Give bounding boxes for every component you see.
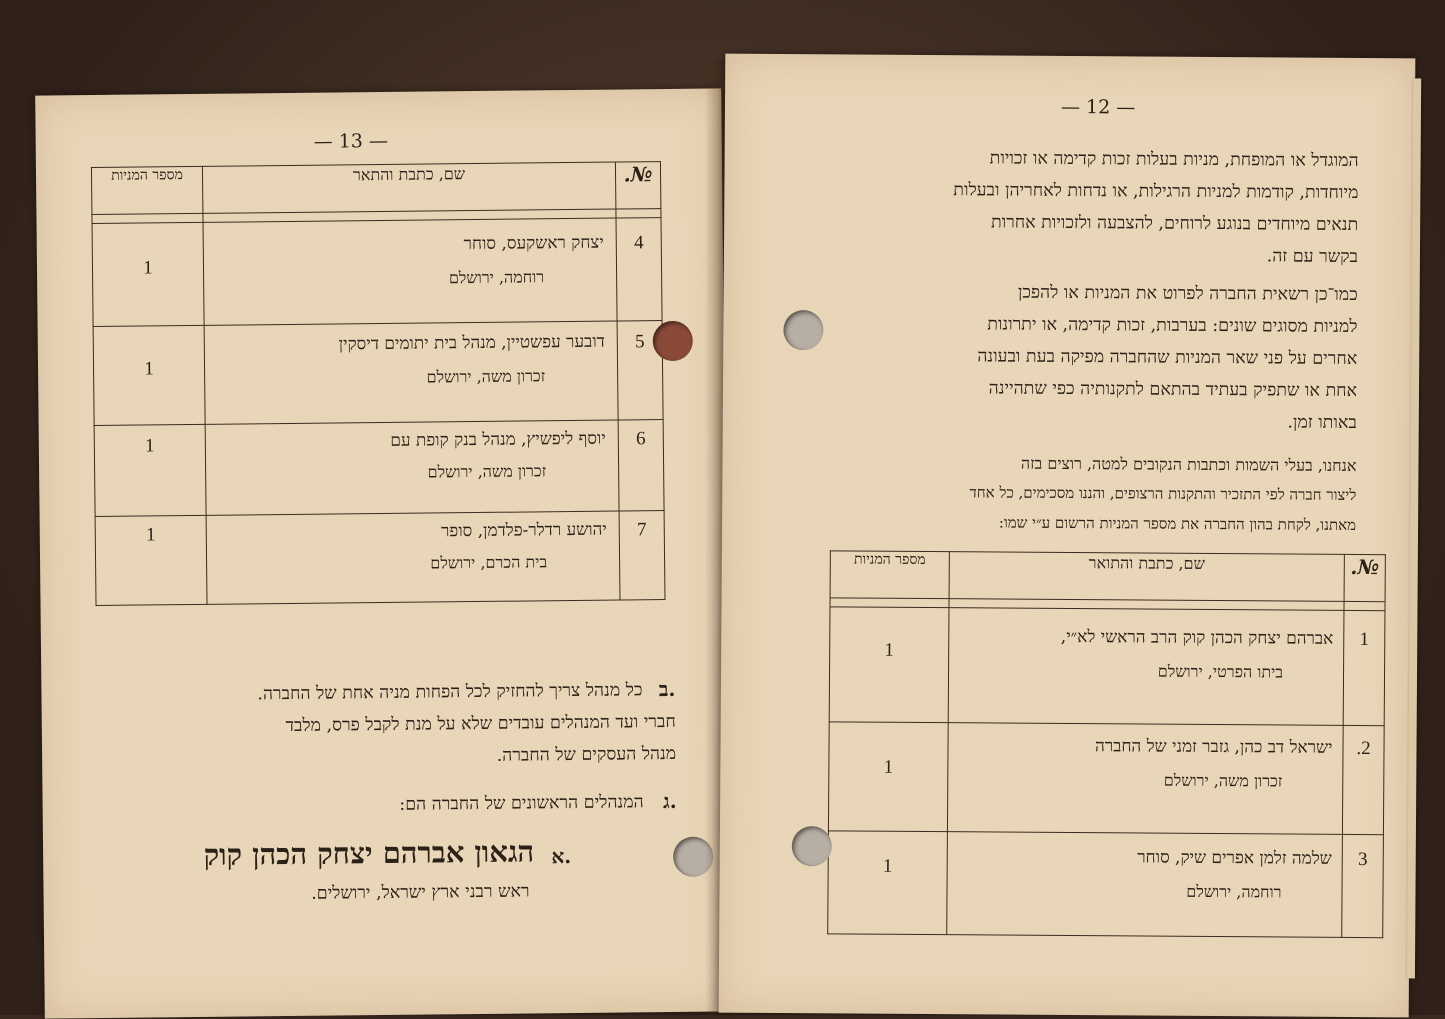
para-g-line: המנהלים הראשונים של החברה הם: — [399, 792, 644, 815]
table-row — [94, 420, 664, 517]
row-address: זכרון משה, ירושלם — [1163, 770, 1283, 791]
para-b-line: חברי ועד המנהלים עובדים שלא על מנת לקבל פרס, מלבד — [285, 711, 676, 737]
row-name: יהושע רדלר-פלדמן, סופר — [440, 519, 607, 542]
punch-hole — [783, 310, 823, 350]
table-row — [93, 321, 663, 426]
header-shares: מספר המניות — [830, 551, 949, 599]
row-address: ביתו הפרטי, ירושלם — [1157, 661, 1284, 682]
first-director-title: ראש רבני ארץ ישראל, ירושלים. — [311, 881, 530, 904]
row-index: 7 — [619, 511, 665, 600]
header-name: שם, כתבת והתואר — [949, 552, 1344, 602]
para2-line: באותו זמן. — [1287, 412, 1357, 434]
row-shares: 1 — [828, 831, 948, 935]
table-row — [829, 607, 1385, 726]
row-address: רוחמה, ירושלם — [448, 267, 545, 288]
para3-line: אנחנו, בעלי השמות וכתבות הנקובים למטה, רוצים בזה — [1020, 453, 1357, 476]
para2-line: למניות מסוגים שונים: בערבות, זכות קדימה, או יתרונות — [987, 314, 1358, 338]
row-name: אברהם יצחק הכהן קוק הרב הראשי לא״י, — [1060, 626, 1334, 649]
row-shares: 1 — [92, 222, 204, 326]
row-name: שלמה זלמן אפרים שיק, סוחר — [1137, 847, 1332, 869]
shareholders-table-left — [91, 161, 666, 606]
row-index: 2. — [1342, 725, 1384, 834]
first-director-letter: א. — [551, 844, 572, 869]
row-name: יוסף ליפשיץ, מנהל בנק קופת עם — [390, 428, 606, 451]
row-index: 1 — [1343, 610, 1385, 725]
para-b-line: מנהל העסקים של החברה. — [496, 743, 677, 766]
row-address: זכרון משה, ירושלם — [426, 366, 546, 387]
para-b-letter: ב. — [658, 676, 676, 702]
row-shares: 1 — [95, 515, 207, 605]
row-address: בית הכרם, ירושלם — [430, 552, 548, 573]
header-number: №. — [1344, 554, 1385, 601]
row-shares: 1 — [94, 424, 206, 516]
header-shares: מספר המניות — [91, 166, 202, 214]
row-index: 5 — [617, 321, 663, 420]
para3-line: מאתנו, לקחת בהון החברה את מספר המניות הרשום ע״י שמו: — [998, 513, 1357, 535]
row-index: 4 — [616, 218, 662, 321]
row-address: רוחמה, ירושלם — [1186, 881, 1282, 902]
punch-hole — [792, 826, 832, 866]
para2-line: אחת או שתפיק בעתיד בהתאם לתקנותיה כפי שתהיינה — [988, 378, 1358, 402]
table-row — [92, 218, 662, 327]
para3-line: ליצור חברה לפי התזכיר והתקנות הרצופים, והננו מסכימים, כל אחד — [969, 483, 1357, 505]
table-row — [828, 831, 1384, 938]
page-number-13: — 13 — — [313, 129, 389, 153]
row-name: יצחק ראשקעס, סוחר — [463, 232, 604, 255]
right-page — [719, 54, 1416, 1018]
shareholders-table-right — [827, 550, 1386, 938]
row-index: 6 — [618, 420, 664, 511]
punch-hole — [653, 321, 693, 361]
header-name: שם, כתבת והתאר — [202, 162, 615, 213]
row-name: ישראל דב כהן, גזבר זמני של החברה — [1094, 736, 1333, 758]
row-address: זכרון משה, ירושלם — [427, 461, 547, 482]
para2-line: כמו־כן רשאית החברה לפרוט את המניות או להפכן — [1017, 282, 1358, 306]
left-page — [35, 88, 731, 1018]
para-b-line: כל מנהל צריך להחזיק לכל הפחות מניה אחת של החברה. — [257, 680, 643, 705]
row-shares: 1 — [828, 722, 948, 832]
first-director-name: הגאון אברהם יצחק הכהן קוק — [203, 834, 535, 872]
row-index: 3 — [1342, 834, 1384, 937]
row-name: דובער עפשטיין, מנהל בית יתומים דיסקין — [338, 331, 605, 355]
para1-line: תנאים מיוחדים בנוגע לרוחים, להצבעה ולזכויות אחרות — [990, 212, 1359, 236]
table-row — [828, 722, 1384, 835]
para-g-letter: ג. — [662, 788, 677, 814]
para1-line: המוגדל או המופחת, מניות בעלות זכות קדימה או זכויות — [989, 148, 1359, 172]
page-number-12: — 12 — — [1060, 95, 1136, 119]
para1-line: בקשר עם זה. — [1266, 246, 1359, 268]
row-shares: 1 — [93, 325, 205, 425]
header-number: №. — [615, 162, 660, 209]
para2-line: אחרים על פני שאר המניות שהחברה מפיקה בעת ובעונה — [977, 346, 1358, 370]
table-row — [95, 511, 665, 606]
row-shares: 1 — [829, 607, 949, 723]
para1-line: מיוחדות, קודמות למניות הרגילות, או נדחות לאחריהן ובעלות — [953, 180, 1359, 204]
